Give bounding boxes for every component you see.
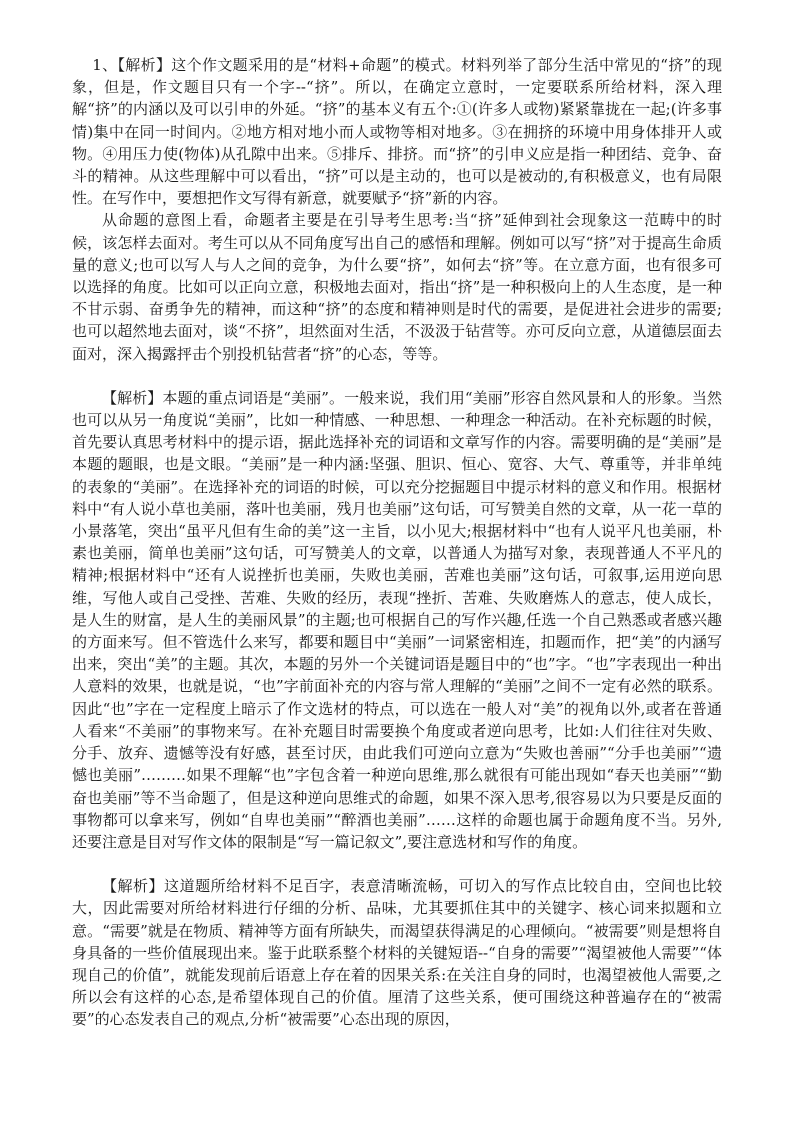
- paragraph-analysis-1: 1、【解析】这个作文题采用的是“材料+命题”的模式。材料列举了部分生活中常见的“挤”的现象，但是，作文题目只有一个字--“挤”。所以，在确定立意时，一定要联系所给材料，深入理解“挤”的内涵以及可以引申的外延。“挤”的基本义有五个:①(许多人或物)紧紧靠拢在一起;(许多事情)集中在同一时间内。②地方相对地小而人或物等相对地多。③在拥挤的环境中用身体排开人或物。④用压力使(物体)从孔隙中出来。⑤排斥、排挤。而“挤”的引申义应是指一种团结、竞争、奋斗的精神。从这些理解中可以看出，“挤”可以是主动的，也可以是被动的,有积极意义，也有局限性。在写作中，要想把作文写得有新意，就要赋予“挤”新的内容。: [72, 56, 722, 208]
- paragraph-analysis-3: 【解析】这道题所给材料不足百字，表意清晰流畅，可切入的写作点比较自由，空间也比较大，因此需要对所给材料进行仔细的分析、品味，尤其要抓住其中的关键字、核心词来拟题和立意。“需要”就是在物质、精神等方面有所缺失，而渴望获得满足的心理倾向。“被需要”则是想将自身具备的一些价值展现出来。鉴于此联系整个材料的关键短语--“自身的需要”“渴望被他人需要”“体现自己的价值”，就能发现前后语意上存在着的因果关系:在关注自身的同时，也渴望被他人需要,之所以会有这样的心态,是希望体现自己的价值。厘清了这些关系，便可围绕这种普遍存在的“被需要”的心态发表自己的观点,分析“被需要”心态出现的原因，: [72, 877, 722, 1029]
- paragraph-analysis-2: 【解析】本题的重点词语是“美丽”。一般来说，我们用“美丽”形容自然风景和人的形象。当然也可以从另一角度说“美丽”，比如一种情感、一种思想、一种理念一种活动。在补充标题的时候，首先要认真思考材料中的提示语，据此选择补充的词语和文章写作的内容。需要明确的是“美丽”是本题的题眼，也是文眼。“美丽”是一种内涵:坚强、胆识、恒心、宽容、大气、尊重等，并非单纯的表象的“美丽”。在选择补充的词语的时候，可以充分挖掘题目中提示材料的意义和作用。根据材料中“有人说小草也美丽，落叶也美丽，残月也美丽”这句话，可写赞美自然的文章，从一花一草的小景落笔，突出“虽平凡但有生命的美”这一主旨，以小见大;根据材料中“也有人说平凡也美丽，朴素也美丽，简单也美丽”这句话，可写赞美人的文章，以普通人为描写对象，表现普通人不平凡的精神;根据材料中“还有人说挫折也美丽，失败也美丽，苦难也美丽”这句话，可叙事,运用逆向思维，写他人或自己受挫、苦难、失败的经历，表现“挫折、苦难、失败磨炼人的意志，使人成长，是人生的财富，是人生的美丽风景”的主题;也可根据自己的写作兴趣,任选一个自己熟悉或者感兴趣的方面来写。但不管选什么来写，都要和题目中“美丽”一词紧密相连，扣题而作，把“美”的内涵写出来，突出“美”的主题。其次，本题的另外一个关键词语是题目中的“也”字。“也”字表现出一种出人意料的效果，也就是说，“也”字前面补充的内容与常人理解的“美丽”之间不一定有必然的联系。因此“也”字在一定程度上暗示了作文选材的特点，可以选在一般人对“美”的视角以外,或者在普通人看来“不美丽”的事物来写。在补充题目时需要换个角度或者逆向思考，比如:人们往往对失败、分手、放弃、遗憾等没有好感，甚至讨厌，由此我们可逆向立意为“失败也善丽”“分手也美丽”“遗憾也美丽”………如果不理解“也”字包含着一种逆向思维,那么就很有可能出现如“春天也美丽”“勤奋也美丽”等不当命题了，但是这种逆向思维式的命题，如果不深入思考,很容易以为只要是反面的事物都可以拿来写，例如“自卑也美丽”“醉酒也美丽”……这样的命题也属于命题角度不当。另外,还要注意是目对写作文体的限制是“写一篇记叙文”,要注意选材和写作的角度。: [72, 388, 722, 851]
- document-page: [72, 54, 722, 1031]
- paragraph-gap: [72, 853, 722, 875]
- paragraph-analysis-1-continued: 从命题的意图上看，命题者主要是在引导考生思考:当“挤”延伸到社会现象这一范畴中的时候，该怎样去面对。考生可以从不同角度写出自己的感悟和理解。例如可以写“挤”对于提高生命质量的意义;也可以写人与人之间的竞争，为什么要“挤”，如何去“挤”等。在立意方面，也有很多可以选择的角度。比如可以正向立意，积极地去面对，指出“挤”是一种积极向上的人生态度，是一种不甘示弱、奋勇争先的精神，而这种“挤”的态度和精神则是时代的需要，是促进社会进步的需要;也可以超然地去面对，谈“不挤”，坦然面对生活，不汲汲于钻营等。亦可反向立意，从道德层面去面对，深入揭露抨击个别投机钻营者“挤”的心态，等等。: [72, 211, 722, 363]
- paragraph-gap: [72, 365, 722, 387]
